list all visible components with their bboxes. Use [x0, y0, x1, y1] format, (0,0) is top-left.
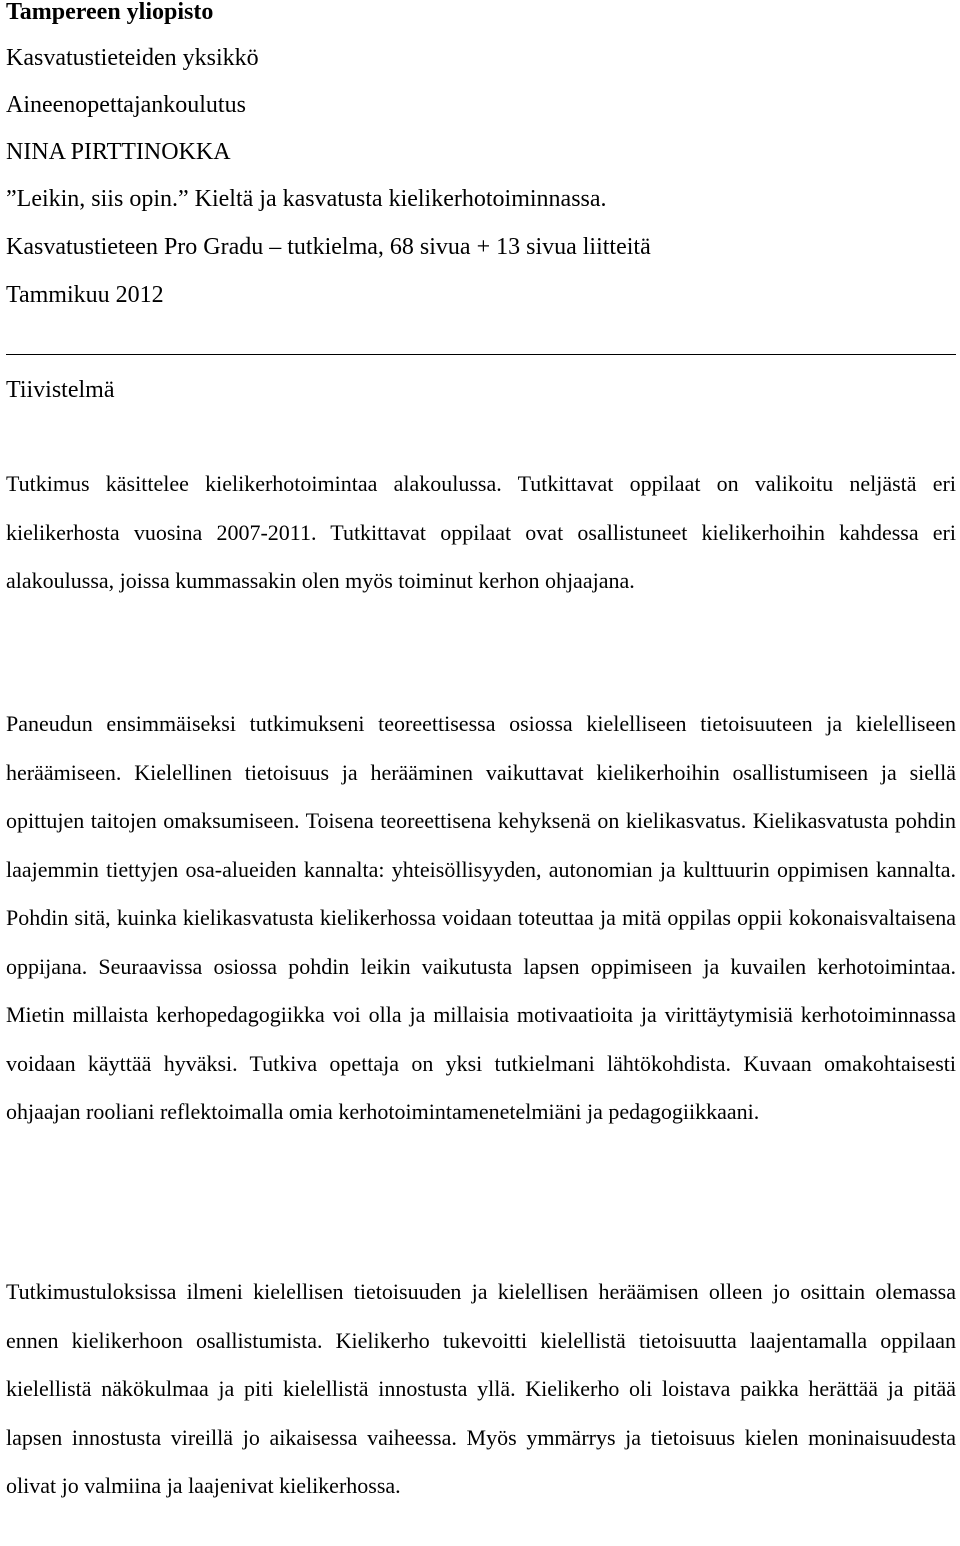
abstract-paragraph: Tutkimus käsittelee kielikerhotoimintaa alakoulussa. Tutkittavat oppilaat on valikoitu neljästä eri kielikerhosta vuosina 2007-2011. Tutkittavat oppilaat ovat osallistuneet kielikerhoihin kahdessa eri alakoulussa, joissa kummassakin olen myös toiminut kerhon ohjaajana.	[6, 471, 956, 593]
university-name: Tampereen yliopisto	[6, 0, 214, 25]
thesis-title: ”Leikin, siis opin.” Kieltä ja kasvatusta kielikerhotoiminnassa.	[6, 186, 607, 212]
thesis-info: Kasvatustieteen Pro Gradu – tutkielma, 68 sivua + 13 sivua liitteitä	[6, 234, 651, 260]
abstract-paragraph: Paneudun ensimmäiseksi tutkimukseni teoreettisessa osiossa kielelliseen tietoisuuteen ja kielelliseen heräämiseen. Kielellinen tietoisuus ja herääminen vaikuttavat kielikerhoihin osallistumiseen ja siellä opittujen taitojen omaksumiseen. Toisena teoreettisena kehyksenä on kielikasvatus. Kielikasvatusta pohdin laajemmin tiettyjen osa-alueiden kannalta: yhteisöllisyyden, autonomian ja kulttuurin oppimisen kannalta. Pohdin sitä, kuinka kielikasvatusta kielikerhossa voidaan toteuttaa ja mitä oppilas oppii kokonaisvaltaisena oppijana. Seuraavissa osiossa pohdin leikin vaikutusta lapsen oppimiseen ja kuvailen kerhotoimintaa. Mietin millaista kerhopedagogiikka voi olla ja millaisia motivaatioita ja virittäytymisiä kerhotoiminnassa voidaan käyttää hyväksi. Tutkiva opettaja on yksi tutkielmani lähtökohdista. Kuvaan omakohtaisesti ohjaajan rooliani reflektoimalla omia kerhotoimintamenetelmiäni ja pedagogiikkaani.	[6, 711, 956, 1124]
program-name: Aineenopettajankoulutus	[6, 92, 246, 118]
abstract-paragraph: Tutkimustuloksissa ilmeni kielellisen tietoisuuden ja kielellisen heräämisen olleen jo osittain olemassa ennen kielikerhoon osallistumista. Kielikerho tukevoitti kielellistä tietoisuutta laajentamalla oppilaan kielellistä näkökulmaa ja piti kielellistä innostusta yllä. Kielikerho oli loistava paikka herättää ja pitää lapsen innostusta vireillä jo aikaisessa vaiheessa. Myös ymmärrys ja tietoisuus kielen moninaisuudesta olivat jo valmiina ja laajenivat kielikerhossa.	[6, 1279, 956, 1498]
thesis-date: Tammikuu 2012	[6, 282, 164, 308]
author-name: NINA PIRTTINOKKA	[6, 139, 231, 165]
unit-name: Kasvatustieteiden yksikkö	[6, 45, 259, 71]
abstract-heading: Tiivistelmä	[6, 377, 115, 403]
separator-line	[6, 354, 956, 355]
